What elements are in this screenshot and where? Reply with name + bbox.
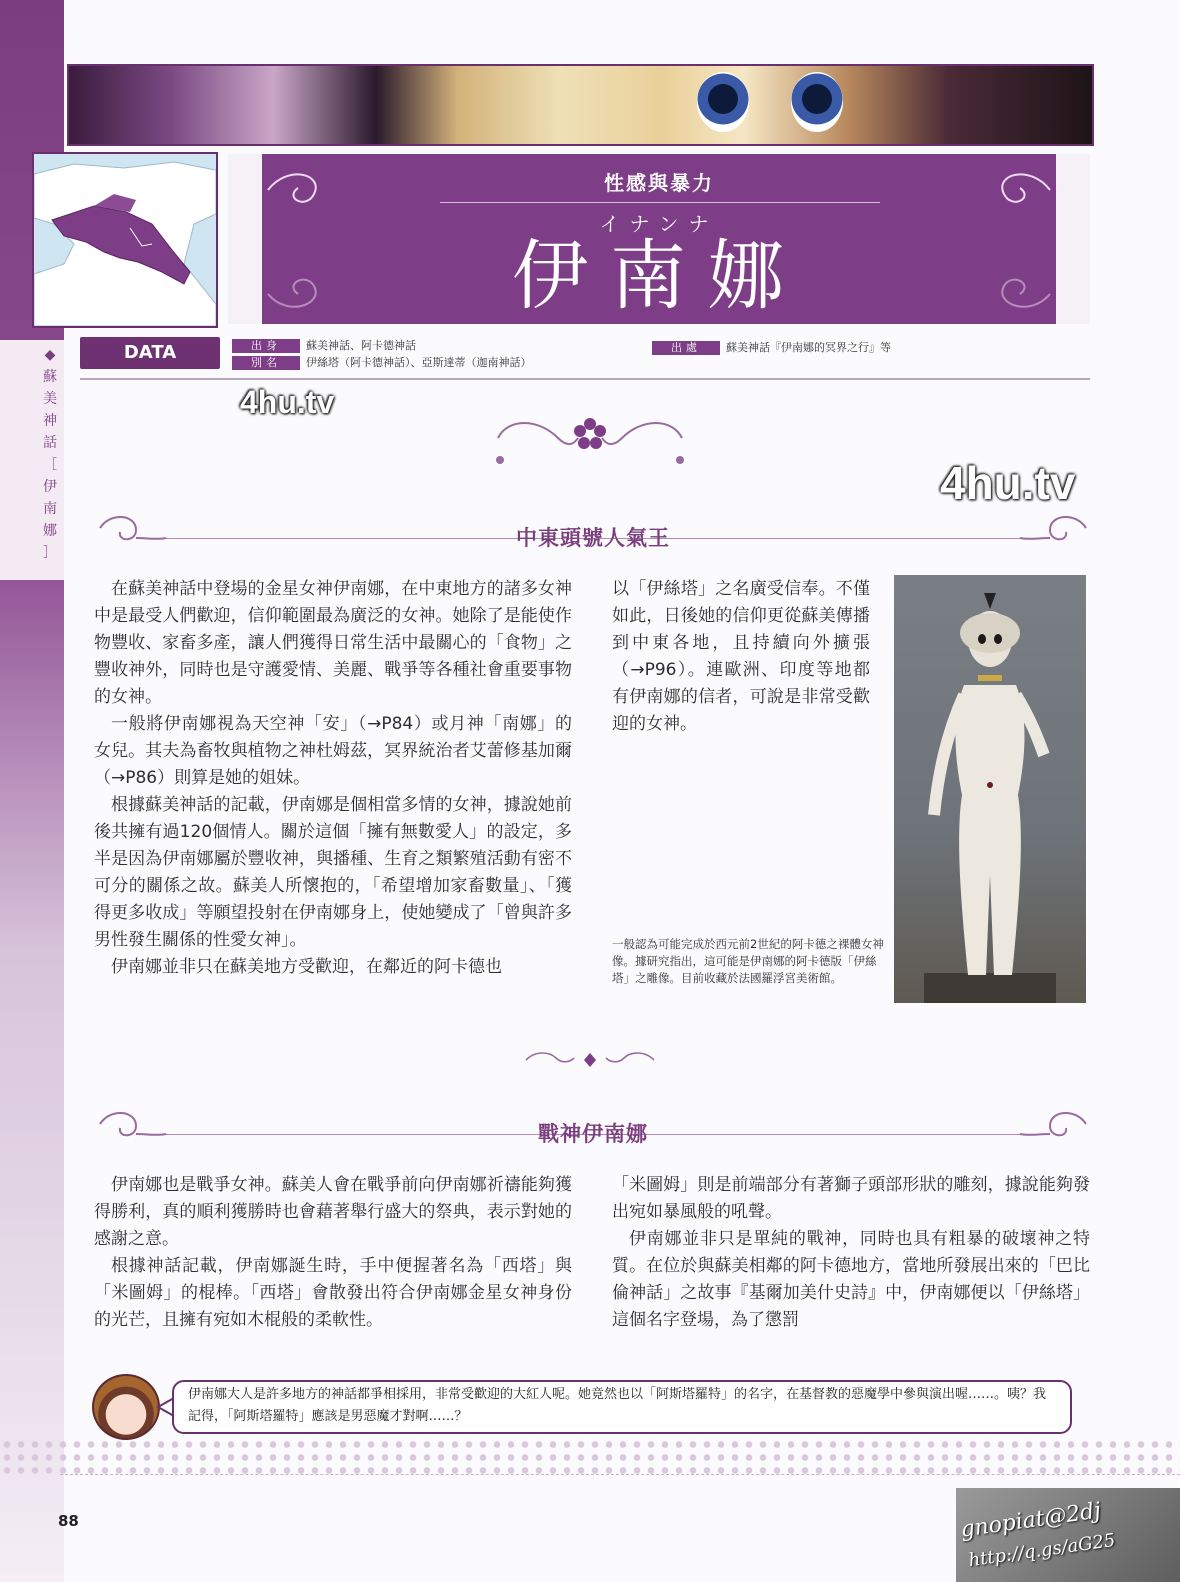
section1-left-column [94, 576, 572, 981]
paragraph: 根據神話記載，伊南娜誕生時，手中便握著名為「西塔」與「米圖姆」的棍棒。「西塔」會散發出符合伊南娜金星女神身份的光芒，且擁有宛如木棍般的柔軟性。 [94, 1256, 572, 1330]
paragraph: 伊南娜並非只是單純的戰神，同時也具有粗暴的破壞神之特質。在位於與蘇美相鄰的阿卡德地方，當地所發展出來的「巴比倫神話」之故事『基爾加美什史詩』中，伊南娜便以「伊絲塔」這個名字登場，為了懲罰 [612, 1229, 1090, 1330]
paragraph: 伊南娜並非只在蘇美地方受歡迎，在鄰近的阿卡德也 [111, 957, 502, 977]
section-flourish-right-icon [1018, 508, 1090, 558]
paragraph: 一般將伊南娜視為天空神「安」（→P84）或月神「南娜」的女兒。其夫為畜牧與植物之神杜姆茲，冥界統治者艾蕾修基加爾（→P86）則算是她的姐妹。 [94, 714, 572, 788]
side-char: 神 [43, 413, 57, 429]
section1-right-column [612, 576, 870, 738]
section-flourish-right-icon [1018, 1104, 1090, 1154]
page-number: 88 [58, 1512, 79, 1530]
page-title: 伊南娜 [512, 231, 806, 320]
section-header-2 [96, 1104, 1090, 1154]
section-heading: 戰神伊南娜 [538, 1122, 648, 1146]
source-value: 蘇美神話『伊南娜的冥界之行』等 [726, 341, 891, 354]
side-char: 話 [43, 435, 57, 451]
side-char: ］ [43, 545, 57, 561]
side-diamond-icon: ◆ [44, 347, 56, 363]
region-map [32, 152, 218, 328]
statue-photo [894, 575, 1086, 1003]
side-char: 伊 [43, 479, 57, 495]
side-char: 南 [43, 501, 57, 517]
header-illustration [67, 64, 1094, 146]
flower-ornament-icon [488, 408, 692, 474]
map-svg [34, 154, 216, 326]
photo-caption: 一般認為可能完成於西元前2世紀的阿卡德之裸體女神像。據研究指出，這可能是伊南娜的阿卡德版「伊絲塔」之雕像。目前收藏於法國羅浮宮美術館。 [612, 937, 884, 985]
illustration-eye-left [697, 72, 749, 132]
mascot-avatar [92, 1374, 160, 1440]
side-char: 娜 [43, 523, 57, 539]
source-label: 出處 [652, 341, 720, 355]
section-header-1 [96, 508, 1090, 558]
origin-value: 蘇美神話、阿卡德神話 [306, 339, 416, 352]
corner-stamp-text-1: gnopiat@2dj [958, 1498, 1103, 1543]
side-char: 美 [43, 391, 57, 407]
mascot-speech-bubble: 伊南娜大人是許多地方的神話都爭相採用，非常受歡迎的大紅人呢。她竟然也以「阿斯塔羅特」的名字，在基督教的惡魔學中參與演出喔……。咦？我記得，「阿斯塔羅特」應該是男惡魔才對啊……？ [172, 1380, 1072, 1434]
section2-right-column [612, 1172, 1090, 1334]
data-divider [80, 378, 1090, 380]
section-heading: 中東頭號人氣王 [516, 526, 670, 550]
watermark-2: 4hu.tv [940, 457, 1076, 509]
banner-kana: イナンナ [599, 212, 719, 236]
alias-value: 伊絲塔（阿卡德神話）、亞斯達蒂（迦南神話） [306, 356, 532, 369]
footer-dashed-line [60, 1474, 1180, 1476]
statue-figure [894, 575, 1086, 1003]
small-ornament-icon [522, 1048, 658, 1072]
side-char: ［ [43, 457, 57, 473]
corner-stamp-text-2: http://q.gs/aG25 [967, 1529, 1117, 1572]
paragraph: 以「伊絲塔」之名廣受信奉。不僅如此，日後她的信仰更從蘇美傳播到中東各地，且持續向外擴張（→P96）。連歐洲、印度等地都有伊南娜的信者，可說是非常受歡迎的女神。 [612, 579, 870, 734]
paragraph: 伊南娜也是戰爭女神。蘇美人會在戰爭前向伊南娜祈禱能夠獲得勝利，真的順利獲勝時也會藉著舉行盛大的祭典，表示對她的感謝之意。 [94, 1175, 572, 1249]
paragraph: 根據蘇美神話的記載，伊南娜是個相當多情的女神，據說她前後共擁有過120個情人。關於這個「擁有無數愛人」的設定，多半是因為伊南娜屬於豐收神，與播種、生育之類繁殖活動有密不可分的關係之故。蘇美人所懷抱的，「希望增加家畜數量」、「獲得更多收成」等願望投射在伊南娜身上，使她變成了「曾與許多男性發生關係的性愛女神」。 [94, 795, 572, 950]
banner-divider [440, 202, 880, 203]
section2-left-column [94, 1172, 572, 1334]
illustration-eye-right [791, 72, 843, 132]
origin-label: 出身 [232, 339, 300, 353]
paragraph: 「米圖姆」則是前端部分有著獅子頭部形狀的雕刻，據說能夠發出宛如暴風般的吼聲。 [612, 1175, 1090, 1222]
banner-subtitle: 性感與暴力 [604, 171, 714, 195]
dotted-pattern [0, 1438, 1180, 1478]
paragraph: 在蘇美神話中登場的金星女神伊南娜，在中東地方的諸多女神中是最受人們歡迎，信仰範圍最為廣泛的女神。她除了是能使作物豐收、家畜多產，讓人們獲得日常生活中最關心的「食物」之豐收神外，同時也是守護愛情、美麗、戰爭等各種社會重要事物的女神。 [94, 579, 572, 707]
side-chapter-label [36, 344, 64, 564]
side-char: 蘇 [43, 369, 57, 385]
data-label: DATA [80, 337, 220, 369]
alias-label: 別名 [232, 356, 300, 370]
watermark-1: 4hu.tv [240, 384, 335, 420]
